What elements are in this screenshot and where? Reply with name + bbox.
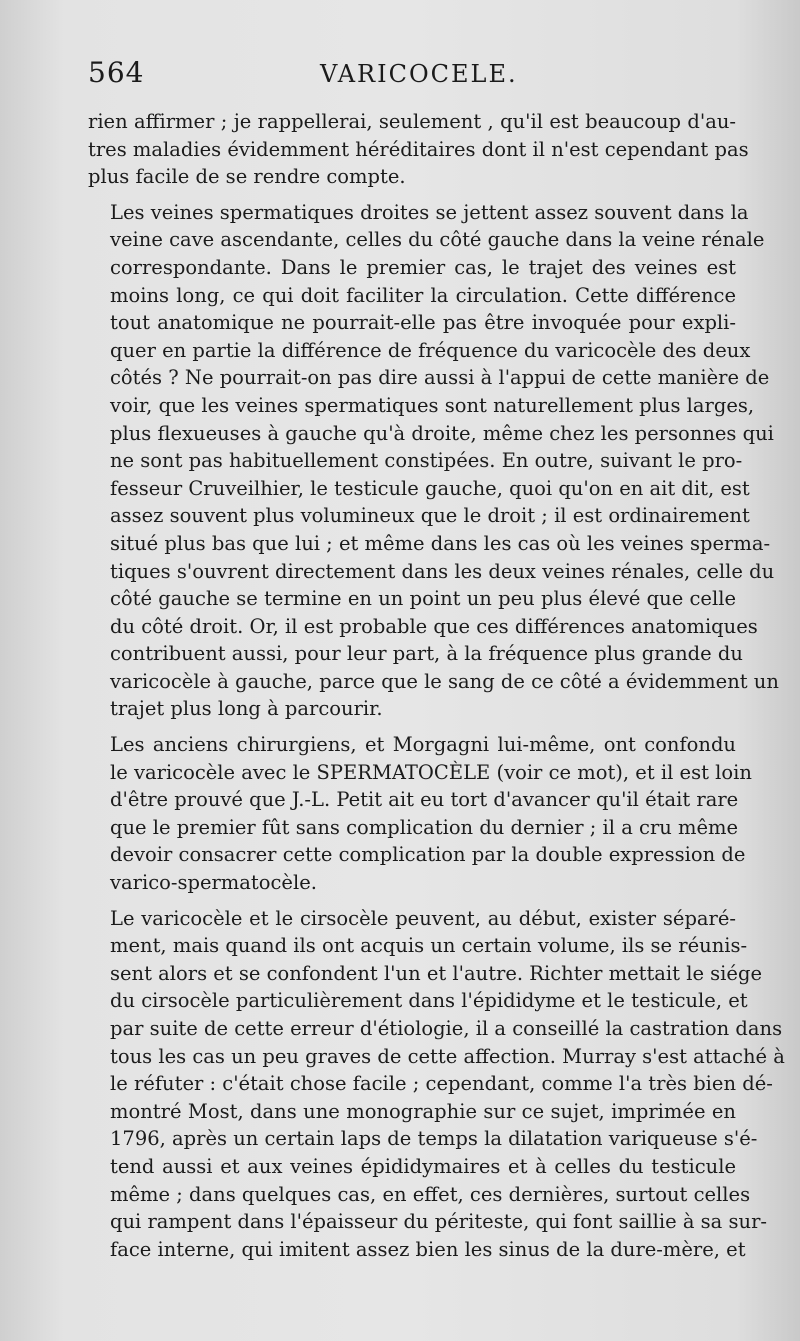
text-line: moins long, ce qui doit faciliter la circulation. Cette différence — [110, 283, 736, 307]
text-line: rien affirmer ; je rappellerai, seulement , qu'il est beaucoup d'au- — [88, 110, 736, 133]
paragraph — [88, 905, 785, 1264]
text-line: trajet plus long à parcourir. — [110, 697, 383, 721]
text-line: assez souvent plus volumineux que le droit ; il est ordinairement — [110, 504, 750, 528]
text-line: montré Most, dans une monographie sur ce sujet, imprimée en — [110, 1099, 736, 1123]
text-line: tous les cas un peu graves de cette affection. Murray s'est attaché à — [110, 1044, 785, 1068]
text-line: Les veines spermatiques droites se jettent assez souvent dans la — [110, 200, 749, 224]
text-line: par suite de cette erreur d'étiologie, il a conseillé la castration dans — [110, 1017, 783, 1040]
text-line: qui rampent dans l'épaisseur du périteste, qui font saillie à sa sur- — [110, 1210, 767, 1234]
text-line: Les anciens chirurgiens, et Morgagni lui-même, ont confondu — [110, 733, 736, 757]
text-line: devoir consacrer cette complication par la double expression de — [110, 843, 746, 867]
text-line: d'être prouvé que J.-L. Petit ait eu tort d'avancer qu'il était rare — [110, 788, 739, 812]
text-line: le varicocèle avec le SPERMATOCÈLE (voir ce mot), et il est loin — [110, 760, 752, 784]
text-line: varico-spermatocèle. — [110, 871, 317, 895]
text-line: face interne, qui imitent assez bien les sinus de la dure-mère, et — [110, 1237, 746, 1261]
text-line: quer en partie la différence de fréquence du varicocèle des deux — [110, 338, 751, 362]
paragraph — [88, 199, 779, 723]
text-line: plus flexueuses à gauche qu'à droite, même chez les personnes qui — [110, 421, 774, 445]
text-line: ment, mais quand ils ont acquis un certain volume, ils se réunis- — [110, 934, 748, 958]
text-line: situé plus bas que lui ; et même dans les cas où les veines sperma- — [110, 531, 771, 555]
text-line: ne sont pas habituellement constipées. En outre, suivant le pro- — [110, 449, 743, 473]
running-title: VARICOCELE. — [320, 60, 518, 88]
text-line: le réfuter : c'était chose facile ; cependant, comme l'a très bien dé- — [110, 1072, 773, 1096]
text-line: tout anatomique ne pourrait-elle pas être invoquée pour expli- — [110, 311, 736, 335]
text-line: tres maladies évidemment héréditaires dont il n'est cependant pas — [88, 137, 749, 161]
text-line: plus facile de se rendre compte. — [88, 165, 406, 189]
text-line: Le varicocèle et le cirsocèle peuvent, au début, exister séparé- — [110, 906, 736, 930]
paragraph — [88, 108, 749, 191]
text-line: contribuent aussi, pour leur part, à la fréquence plus grande du — [110, 642, 743, 666]
paragraph — [88, 731, 752, 897]
page-header — [88, 56, 736, 96]
text-line: du cirsocèle particulièrement dans l'épididyme et le testicule, et — [110, 989, 748, 1013]
text-line: voir, que les veines spermatiques sont naturellement plus larges, — [110, 393, 755, 417]
text-line: côtés ? Ne pourrait-on pas dire aussi à l'appui de cette manière de — [110, 366, 770, 390]
text-line: fesseur Cruveilhier, le testicule gauche, quoi qu'on en ait dit, est — [110, 476, 750, 500]
text-line: varicocèle à gauche, parce que le sang de ce côté a évidemment un — [110, 669, 779, 693]
text-line: même ; dans quelques cas, en effet, ces dernières, surtout celles — [110, 1182, 751, 1206]
text-line: du côté droit. Or, il est probable que ces différences anatomiques — [110, 614, 758, 638]
text-line: veine cave ascendante, celles du côté gauche dans la veine rénale — [110, 228, 765, 252]
body-text — [88, 108, 785, 1263]
text-line: correspondante. Dans le premier cas, le trajet des veines est — [110, 255, 736, 279]
text-line: sent alors et se confondent l'un et l'autre. Richter mettait le siége — [110, 961, 762, 985]
text-line: 1796, après un certain laps de temps la dilatation variqueuse s'é- — [110, 1127, 758, 1151]
text-line: que le premier fût sans complication du dernier ; il a cru même — [110, 815, 739, 839]
text-line: tend aussi et aux veines épididymaires et à celles du testicule — [110, 1154, 736, 1178]
text-line: côté gauche se termine en un point un peu plus élevé que celle — [110, 587, 736, 611]
text-line: tiques s'ouvrent directement dans les deux veines rénales, celle du — [110, 559, 775, 583]
page-number: 564 — [88, 56, 145, 89]
